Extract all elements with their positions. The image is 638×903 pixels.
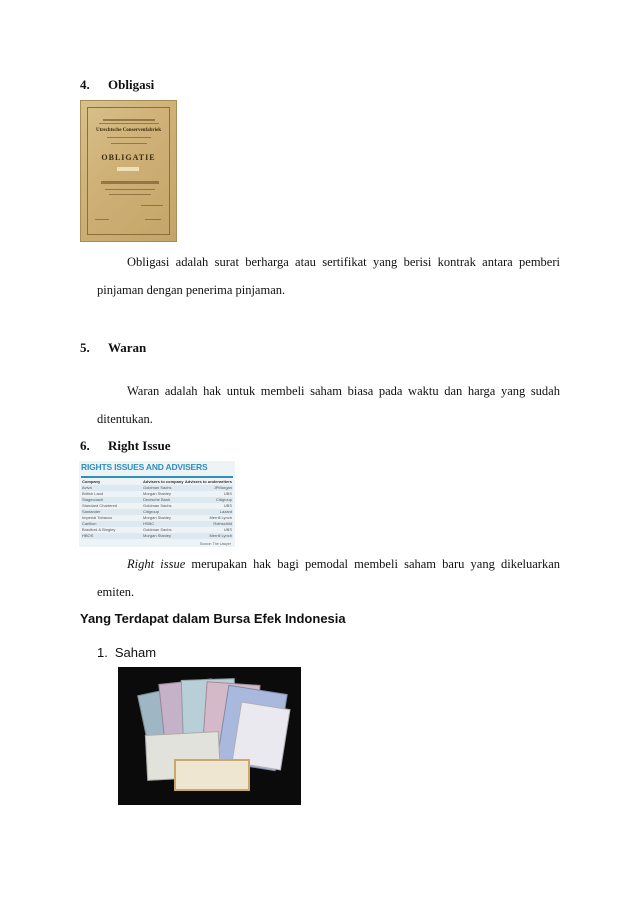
certificate-text-line: [99, 123, 159, 124]
table-cell: Goldman Sachs: [143, 485, 172, 490]
paragraph-line: Obligasi adalah surat berharga atau sertifikat yang berisi kontrak antara pemberi: [127, 255, 560, 269]
obligasi-certificate-image: [80, 100, 177, 242]
paragraph-line: ditentukan.: [97, 412, 153, 426]
table-cell: UBS: [223, 503, 232, 508]
table-cell: Imperial Tobacco: [82, 515, 113, 520]
heading-right-issue: [80, 438, 171, 454]
heading-title: Right Issue: [108, 438, 171, 453]
certificate-text-line: [107, 137, 151, 138]
table-cell: Lazard: [219, 509, 232, 514]
heading-waran: [80, 340, 146, 356]
list-item-label: Saham: [114, 645, 157, 660]
table-cell: Goldman Sachs: [143, 503, 172, 508]
paragraph-line: [97, 550, 560, 578]
table-header-cell: Company: [82, 479, 101, 484]
table-row: [81, 533, 233, 539]
saham-certificates-photo: [118, 667, 301, 805]
emphasis-term: Right issue: [127, 557, 186, 571]
table-cell: Citigroup: [143, 509, 160, 514]
certificate-title: OBLIGATIE: [101, 153, 156, 162]
heading-title: Obligasi: [108, 77, 155, 92]
right-issue-paragraph: [97, 550, 560, 578]
table-cell: Stagecoach: [82, 497, 104, 502]
table-header-cell: Advisers to company: [143, 479, 184, 484]
paragraph-text: merupakan hak bagi pemodal membeli saham baru yang dikeluarkan: [185, 557, 560, 571]
certificate-number-box: [117, 167, 139, 171]
table-cell: Carillion: [82, 521, 97, 526]
table-cell: Standard Chartered: [82, 503, 118, 508]
table-cell: Morgan Stanley: [143, 515, 172, 520]
certificate-signature: [145, 219, 161, 220]
table-cell: Citigroup: [215, 497, 232, 502]
certificate-text-line: [105, 189, 155, 190]
heading-title: Waran: [108, 340, 147, 355]
table-cell: Aviva: [82, 485, 92, 490]
table-cell: Merrill Lynch: [209, 533, 232, 538]
table-cell: Merrill Lynch: [209, 515, 232, 520]
certificate-border: [87, 107, 170, 235]
certificate-signature: [95, 219, 109, 220]
certificate-text-line: [109, 194, 151, 195]
list-item-saham: [97, 645, 156, 660]
table-cell: Santander: [82, 509, 101, 514]
table-cell: Rothschild: [213, 521, 232, 526]
table-cell: Morgan Stanley: [143, 533, 172, 538]
table-cell: British Land: [82, 491, 104, 496]
table-cell: Morgan Stanley: [143, 491, 172, 496]
table-cell: Deutsche Bank: [143, 497, 171, 502]
waran-paragraph: [97, 377, 560, 405]
table-cell: HSBC: [143, 521, 155, 526]
table-cell: Goldman Sachs: [143, 527, 172, 532]
table-cell: UBS: [223, 527, 232, 532]
table-source-note: Source: The Lawyer: [199, 542, 231, 546]
certificate-text-line: [103, 119, 155, 121]
heading-bei: Yang Terdapat dalam Bursa Efek Indonesia: [80, 611, 346, 626]
table-cell: HBOS: [82, 533, 94, 538]
paragraph-line: emiten.: [97, 585, 135, 599]
certificate-paper: [174, 759, 250, 791]
paragraph-line: pinjaman dengan penerima pinjaman.: [97, 283, 286, 297]
heading-number: 4.: [80, 77, 90, 92]
paragraph-line: Waran adalah hak untuk membeli saham biasa pada waktu dan harga yang sudah: [127, 384, 560, 398]
certificate-text-line: [101, 181, 159, 184]
table-header-cell: Advisers to underwriters: [184, 479, 232, 484]
table-cell: JPMorgan: [213, 485, 232, 490]
heading-number: 6.: [80, 438, 90, 453]
table-cell: Bradford & Bingley: [82, 527, 116, 532]
certificate-text-line: [141, 205, 163, 206]
table-title-rule: [81, 476, 233, 478]
table-cell: UBS: [223, 491, 232, 496]
heading-obligasi: [80, 77, 154, 93]
certificate-company-name: Utrechtsche Conservenfabriek: [95, 128, 162, 133]
heading-number: 5.: [80, 340, 90, 355]
table-image-title: RIGHTS ISSUES AND ADVISERS: [81, 462, 208, 472]
list-item-number: 1.: [97, 645, 108, 660]
certificate-text-line: [111, 143, 147, 144]
obligasi-paragraph: [97, 248, 560, 276]
rights-issues-table-image: [79, 461, 235, 547]
